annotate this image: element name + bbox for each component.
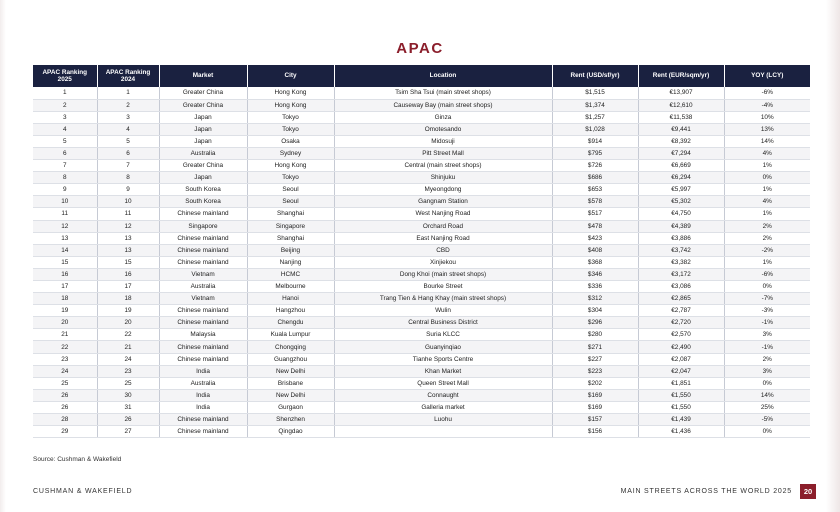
cell-rent-usd: $1,028 <box>552 123 638 135</box>
cell-yoy: 3% <box>724 329 810 341</box>
cell-location: Galleria market <box>334 401 552 413</box>
cell-rent-usd: $408 <box>552 244 638 256</box>
cell-rent-usd: $1,257 <box>552 111 638 123</box>
cell-yoy: 4% <box>724 147 810 159</box>
cell-city: Seoul <box>247 184 334 196</box>
cell-yoy: -7% <box>724 293 810 305</box>
column-header-yoy: YOY (LCY) <box>724 65 810 87</box>
cell-rank-2025: 28 <box>33 414 97 426</box>
cell-yoy: -1% <box>724 341 810 353</box>
cell-city: Tokyo <box>247 123 334 135</box>
cell-location: Xinjiekou <box>334 256 552 268</box>
cell-rank-2025: 8 <box>33 172 97 184</box>
cell-rank-2025: 15 <box>33 256 97 268</box>
cell-yoy: 10% <box>724 111 810 123</box>
cell-rank-2025: 20 <box>33 317 97 329</box>
cell-yoy: 13% <box>724 123 810 135</box>
cell-rent-eur: €3,742 <box>638 244 724 256</box>
cell-yoy: 14% <box>724 135 810 147</box>
cell-rank-2024: 8 <box>97 172 159 184</box>
cell-location: Bourke Street <box>334 281 552 293</box>
cell-rank-2024: 1 <box>97 87 159 99</box>
cell-market: India <box>159 401 247 413</box>
rent-ranking-table <box>33 65 810 438</box>
cell-rank-2024: 27 <box>97 426 159 438</box>
cell-location: Khan Market <box>334 365 552 377</box>
cell-location: Dong Khoi (main street shops) <box>334 268 552 280</box>
cell-rank-2025: 6 <box>33 147 97 159</box>
cell-location: Shinjuku <box>334 172 552 184</box>
cell-yoy: -5% <box>724 414 810 426</box>
table-row <box>33 244 810 256</box>
cell-rank-2025: 4 <box>33 123 97 135</box>
cell-market: Chinese mainland <box>159 414 247 426</box>
cell-city: Guangzhou <box>247 353 334 365</box>
cell-yoy: 1% <box>724 208 810 220</box>
cell-rank-2025: 9 <box>33 184 97 196</box>
cell-rent-eur: €7,294 <box>638 147 724 159</box>
cell-market: Chinese mainland <box>159 353 247 365</box>
cell-city: Chengdu <box>247 317 334 329</box>
cell-city: Beijing <box>247 244 334 256</box>
cell-market: India <box>159 389 247 401</box>
cell-yoy: -6% <box>724 268 810 280</box>
cell-location: Wulin <box>334 305 552 317</box>
cell-city: Brisbane <box>247 377 334 389</box>
cell-rent-usd: $227 <box>552 353 638 365</box>
cell-location: Tsim Sha Tsui (main street shops) <box>334 87 552 99</box>
cell-city: Hong Kong <box>247 99 334 111</box>
cell-market: Greater China <box>159 87 247 99</box>
table-row <box>33 414 810 426</box>
column-header-market: Market <box>159 65 247 87</box>
cell-market: Singapore <box>159 220 247 232</box>
cell-location: CBD <box>334 244 552 256</box>
cell-rent-eur: €1,550 <box>638 389 724 401</box>
cell-rent-usd: $157 <box>552 414 638 426</box>
cell-location: Gangnam Station <box>334 196 552 208</box>
table-row <box>33 99 810 111</box>
cell-rent-usd: $1,515 <box>552 87 638 99</box>
cell-yoy: 2% <box>724 220 810 232</box>
cell-location: Tianhe Sports Centre <box>334 353 552 365</box>
cell-rank-2025: 29 <box>33 426 97 438</box>
cell-market: Chinese mainland <box>159 426 247 438</box>
cell-market: South Korea <box>159 196 247 208</box>
table-row <box>33 341 810 353</box>
cell-rank-2024: 9 <box>97 184 159 196</box>
cell-rank-2025: 19 <box>33 305 97 317</box>
cell-rent-eur: €2,787 <box>638 305 724 317</box>
cell-city: Shanghai <box>247 208 334 220</box>
cell-rent-usd: $517 <box>552 208 638 220</box>
page-edge-left <box>0 0 6 512</box>
cell-location: Pitt Street Mall <box>334 147 552 159</box>
cell-market: Greater China <box>159 160 247 172</box>
table-row <box>33 365 810 377</box>
cell-rank-2025: 18 <box>33 293 97 305</box>
cell-market: Japan <box>159 111 247 123</box>
cell-yoy: -2% <box>724 244 810 256</box>
cell-city: Osaka <box>247 135 334 147</box>
cell-rent-usd: $726 <box>552 160 638 172</box>
cell-rent-usd: $296 <box>552 317 638 329</box>
cell-market: Chinese mainland <box>159 244 247 256</box>
column-header-rent-usd: Rent (USD/sf/yr) <box>552 65 638 87</box>
column-header-city: City <box>247 65 334 87</box>
cell-rank-2024: 6 <box>97 147 159 159</box>
cell-market: Chinese mainland <box>159 208 247 220</box>
cell-market: Chinese mainland <box>159 317 247 329</box>
cell-yoy: -4% <box>724 99 810 111</box>
cell-rank-2025: 17 <box>33 281 97 293</box>
cell-city: Gurgaon <box>247 401 334 413</box>
cell-location: Suria KLCC <box>334 329 552 341</box>
cell-location: Central Business District <box>334 317 552 329</box>
column-header-rank-2024: APAC Ranking 2024 <box>97 65 159 87</box>
cell-location: Causeway Bay (main street shops) <box>334 99 552 111</box>
cell-city: Melbourne <box>247 281 334 293</box>
cell-market: South Korea <box>159 184 247 196</box>
cell-yoy: 0% <box>724 377 810 389</box>
cell-rent-usd: $304 <box>552 305 638 317</box>
table-row <box>33 329 810 341</box>
cell-rank-2025: 22 <box>33 341 97 353</box>
cell-rent-eur: €3,886 <box>638 232 724 244</box>
table-row <box>33 147 810 159</box>
cell-market: Greater China <box>159 99 247 111</box>
cell-rank-2024: 12 <box>97 220 159 232</box>
table-row <box>33 172 810 184</box>
cell-rank-2025: 14 <box>33 244 97 256</box>
table-row <box>33 232 810 244</box>
cell-rent-usd: $653 <box>552 184 638 196</box>
cell-rent-usd: $478 <box>552 220 638 232</box>
cell-rent-eur: €6,294 <box>638 172 724 184</box>
table-row <box>33 293 810 305</box>
cell-location: Midosuji <box>334 135 552 147</box>
cell-rent-eur: €5,997 <box>638 184 724 196</box>
cell-rank-2024: 10 <box>97 196 159 208</box>
cell-yoy: 3% <box>724 365 810 377</box>
cell-rent-usd: $686 <box>552 172 638 184</box>
cell-rank-2025: 26 <box>33 401 97 413</box>
cell-rank-2024: 11 <box>97 208 159 220</box>
cell-rank-2024: 25 <box>97 377 159 389</box>
cell-rank-2024: 19 <box>97 305 159 317</box>
cell-rent-usd: $156 <box>552 426 638 438</box>
cell-rank-2024: 30 <box>97 389 159 401</box>
table-row <box>33 317 810 329</box>
cell-rent-usd: $423 <box>552 232 638 244</box>
page-title: APAC <box>396 40 444 57</box>
table-row <box>33 87 810 99</box>
cell-rank-2024: 3 <box>97 111 159 123</box>
cell-city: New Delhi <box>247 389 334 401</box>
cell-yoy: 0% <box>724 281 810 293</box>
table-row <box>33 220 810 232</box>
cell-rent-eur: €2,720 <box>638 317 724 329</box>
cell-rank-2025: 10 <box>33 196 97 208</box>
table-row <box>33 196 810 208</box>
cell-rank-2025: 7 <box>33 160 97 172</box>
cell-rent-eur: €3,086 <box>638 281 724 293</box>
cell-rank-2025: 16 <box>33 268 97 280</box>
cell-rent-eur: €13,907 <box>638 87 724 99</box>
cell-rank-2024: 13 <box>97 244 159 256</box>
cell-rent-eur: €1,851 <box>638 377 724 389</box>
cell-rent-usd: $169 <box>552 389 638 401</box>
cell-rank-2024: 26 <box>97 414 159 426</box>
cell-market: Japan <box>159 123 247 135</box>
cell-rent-eur: €2,490 <box>638 341 724 353</box>
cell-rent-usd: $280 <box>552 329 638 341</box>
cell-rank-2025: 23 <box>33 353 97 365</box>
cell-rent-eur: €1,550 <box>638 401 724 413</box>
cell-market: Chinese mainland <box>159 341 247 353</box>
cell-yoy: -6% <box>724 87 810 99</box>
column-header-rent-eur: Rent (EUR/sqm/yr) <box>638 65 724 87</box>
cell-yoy: 2% <box>724 232 810 244</box>
cell-market: Vietnam <box>159 268 247 280</box>
cell-city: Singapore <box>247 220 334 232</box>
table-row <box>33 353 810 365</box>
cell-market: Japan <box>159 135 247 147</box>
table-row <box>33 184 810 196</box>
cell-rent-eur: €9,441 <box>638 123 724 135</box>
cell-rank-2024: 5 <box>97 135 159 147</box>
cell-rent-usd: $312 <box>552 293 638 305</box>
table-header-row <box>33 65 810 87</box>
cell-yoy: 0% <box>724 172 810 184</box>
cell-rank-2025: 24 <box>33 365 97 377</box>
cell-market: Malaysia <box>159 329 247 341</box>
cell-rent-usd: $1,374 <box>552 99 638 111</box>
cell-rent-usd: $346 <box>552 268 638 280</box>
cell-rank-2024: 16 <box>97 268 159 280</box>
cell-rent-eur: €12,610 <box>638 99 724 111</box>
table-row <box>33 377 810 389</box>
cell-rank-2025: 25 <box>33 377 97 389</box>
source-note: Source: Cushman & Wakefield <box>33 456 122 463</box>
cell-rank-2025: 3 <box>33 111 97 123</box>
table-row <box>33 401 810 413</box>
cell-rent-usd: $336 <box>552 281 638 293</box>
table-body <box>33 87 810 438</box>
table-row <box>33 160 810 172</box>
table-row <box>33 111 810 123</box>
page-number: 20 <box>800 484 816 499</box>
cell-location: Trang Tien & Hang Khay (main street shops) <box>334 293 552 305</box>
cell-rent-eur: €3,382 <box>638 256 724 268</box>
cell-rent-eur: €2,047 <box>638 365 724 377</box>
cell-location: Central (main street shops) <box>334 160 552 172</box>
cell-rank-2025: 21 <box>33 329 97 341</box>
cell-location: Omotesando <box>334 123 552 135</box>
cell-rent-eur: €2,570 <box>638 329 724 341</box>
cell-rent-eur: €2,865 <box>638 293 724 305</box>
cell-yoy: -3% <box>724 305 810 317</box>
table-row <box>33 389 810 401</box>
cell-rent-eur: €6,669 <box>638 160 724 172</box>
cell-city: Seoul <box>247 196 334 208</box>
cell-rent-eur: €8,392 <box>638 135 724 147</box>
page-edge-right <box>826 0 840 512</box>
cell-location: Luohu <box>334 414 552 426</box>
cell-market: Chinese mainland <box>159 232 247 244</box>
cell-rent-eur: €1,436 <box>638 426 724 438</box>
cell-rank-2025: 11 <box>33 208 97 220</box>
cell-rent-usd: $795 <box>552 147 638 159</box>
cell-rank-2024: 22 <box>97 329 159 341</box>
cell-city: Shenzhen <box>247 414 334 426</box>
cell-city: Hong Kong <box>247 160 334 172</box>
cell-rank-2025: 5 <box>33 135 97 147</box>
table-row <box>33 305 810 317</box>
cell-location: Ginza <box>334 111 552 123</box>
cell-rank-2024: 17 <box>97 281 159 293</box>
cell-city: Nanjing <box>247 256 334 268</box>
cell-rank-2024: 2 <box>97 99 159 111</box>
cell-location: Queen Street Mall <box>334 377 552 389</box>
cell-yoy: 14% <box>724 389 810 401</box>
cell-rank-2025: 2 <box>33 99 97 111</box>
cell-market: Chinese mainland <box>159 256 247 268</box>
cell-market: Australia <box>159 147 247 159</box>
cell-city: Hanoi <box>247 293 334 305</box>
cell-rent-eur: €2,087 <box>638 353 724 365</box>
footer-brand: CUSHMAN & WAKEFIELD <box>33 488 133 495</box>
cell-city: Tokyo <box>247 172 334 184</box>
cell-market: Australia <box>159 281 247 293</box>
cell-rank-2024: 13 <box>97 232 159 244</box>
cell-rank-2024: 23 <box>97 365 159 377</box>
cell-rank-2024: 20 <box>97 317 159 329</box>
cell-location: Connaught <box>334 389 552 401</box>
cell-yoy: -1% <box>724 317 810 329</box>
cell-rank-2025: 1 <box>33 87 97 99</box>
cell-city: Qingdao <box>247 426 334 438</box>
cell-rent-eur: €5,302 <box>638 196 724 208</box>
cell-city: Hong Kong <box>247 87 334 99</box>
cell-rent-usd: $578 <box>552 196 638 208</box>
cell-city: Kuala Lumpur <box>247 329 334 341</box>
cell-rank-2025: 26 <box>33 389 97 401</box>
cell-yoy: 25% <box>724 401 810 413</box>
cell-rent-eur: €4,750 <box>638 208 724 220</box>
cell-city: Tokyo <box>247 111 334 123</box>
cell-market: Vietnam <box>159 293 247 305</box>
cell-city: Chongqing <box>247 341 334 353</box>
cell-rent-eur: €1,439 <box>638 414 724 426</box>
table-row <box>33 135 810 147</box>
cell-yoy: 1% <box>724 160 810 172</box>
cell-rank-2024: 18 <box>97 293 159 305</box>
table-row <box>33 268 810 280</box>
cell-location: West Nanjing Road <box>334 208 552 220</box>
cell-rent-usd: $202 <box>552 377 638 389</box>
cell-rank-2024: 21 <box>97 341 159 353</box>
cell-yoy: 0% <box>724 426 810 438</box>
cell-rent-usd: $914 <box>552 135 638 147</box>
cell-yoy: 1% <box>724 256 810 268</box>
column-header-location: Location <box>334 65 552 87</box>
table-row <box>33 123 810 135</box>
cell-market: Chinese mainland <box>159 305 247 317</box>
cell-rank-2025: 13 <box>33 232 97 244</box>
cell-rent-usd: $223 <box>552 365 638 377</box>
cell-location: Myeongdong <box>334 184 552 196</box>
cell-rank-2024: 15 <box>97 256 159 268</box>
cell-rank-2024: 7 <box>97 160 159 172</box>
table-row <box>33 208 810 220</box>
cell-location: East Nanjing Road <box>334 232 552 244</box>
cell-market: India <box>159 365 247 377</box>
cell-city: New Delhi <box>247 365 334 377</box>
cell-city: Hangzhou <box>247 305 334 317</box>
cell-market: Australia <box>159 377 247 389</box>
cell-city: Sydney <box>247 147 334 159</box>
cell-rent-eur: €11,538 <box>638 111 724 123</box>
cell-city: Shanghai <box>247 232 334 244</box>
cell-rent-eur: €3,172 <box>638 268 724 280</box>
cell-rent-eur: €4,389 <box>638 220 724 232</box>
cell-rank-2024: 24 <box>97 353 159 365</box>
column-header-rank-2025: APAC Ranking 2025 <box>33 65 97 87</box>
cell-rank-2024: 4 <box>97 123 159 135</box>
cell-rank-2024: 31 <box>97 401 159 413</box>
cell-rent-usd: $169 <box>552 401 638 413</box>
cell-yoy: 4% <box>724 196 810 208</box>
cell-city: HCMC <box>247 268 334 280</box>
cell-yoy: 2% <box>724 353 810 365</box>
table-row <box>33 281 810 293</box>
table-row <box>33 426 810 438</box>
cell-yoy: 1% <box>724 184 810 196</box>
cell-rent-usd: $271 <box>552 341 638 353</box>
table-row <box>33 256 810 268</box>
footer-publication-title: MAIN STREETS ACROSS THE WORLD 2025 <box>620 488 792 495</box>
cell-market: Japan <box>159 172 247 184</box>
cell-location: Orchard Road <box>334 220 552 232</box>
cell-rent-usd: $368 <box>552 256 638 268</box>
cell-location <box>334 426 552 438</box>
cell-rank-2025: 12 <box>33 220 97 232</box>
cell-location: Guanyinqiao <box>334 341 552 353</box>
